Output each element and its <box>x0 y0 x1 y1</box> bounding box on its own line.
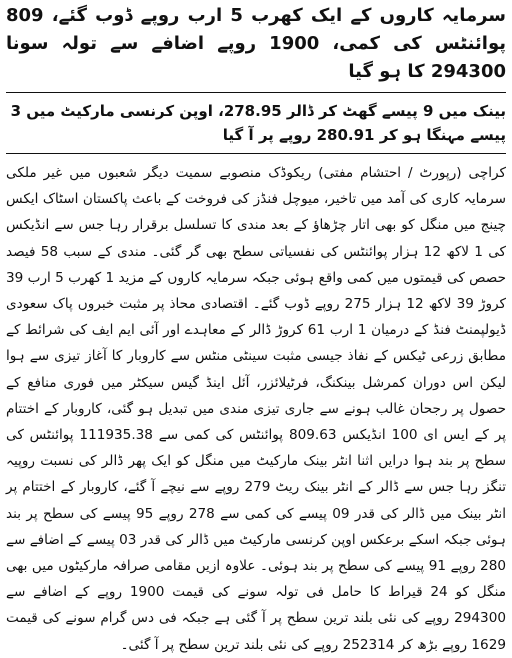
article-headline: سرمایہ کاروں کے ایک کھرب 5 ارب روپے ڈوب گئے، 809 پوائنٹس کی کمی، 1900 روپے اضافے سے تولہ سونا 294300 کا ہو گیا <box>6 5 506 82</box>
subheadline-divider <box>6 153 506 154</box>
article-subheadline: بینک میں 9 پیسے گھٹ کر ڈالر 278.95، اوپن کرنسی مارکیٹ میں 3 پیسے مہنگا ہو کر 280.91 روپے پر آ گیا <box>10 102 506 144</box>
article-body: کراچی (رپورٹ / احتشام مفتی) ریکوڈک منصوبے سمیت دیگر شعبوں میں غیر ملکی سرمایہ کاری کی آمد میں تاخیر، میوچل فنڈز کی فروخت کے باعث پاکستان اسٹاک ایکس چینج میں منگل کو بھی اتار چڑھاؤ کے بعد مندی کا تسلسل برقرار رہا جس سے انڈیکس کی 1 لاکھ 12 ہزار پوائنٹس کی نفسیاتی سطح بھی گر گئی۔ مندی کے سبب 58 فیصد حصص کی قیمتوں میں کمی واقع ہوئی جبکہ سرمایہ کاروں کے مزید 1 کھرب 5 ارب 39 کروڑ 39 لاکھ 12 ہزار 275 روپے ڈوب گئے۔ اقتصادی محاذ پر مثبت خبروں پاک سعودی ڈیولپمنٹ فنڈ کے درمیان 1 ارب 61 کروڑ ڈالر کے معاہدے اور آئی ایم ایف کی شرائط کے مطابق زرعی ٹیکس کے نفاذ جیسی مثبت سینٹی منٹس سے کاروبار کا آغاز تیزی سے ہوا لیکن اس دوران کمرشل بینکنگ، فرٹیلائزر، آئل اینڈ گیس سیکٹر میں فوری منافع کے حصول پر رجحان غالب ہونے سے جاری تیزی مندی میں تبدیل ہو گئی، کاروبار کے اختتام پر کے ایس ای 100 انڈیکس 809.63 پوائنٹس کی کمی سے 111935.38 پوائنٹس کی سطح پر بند ہوا درایں اثنا انٹر بینک مارکیٹ میں منگل کو ایک پھر ڈالر کی نسبت روپیہ تنگز رہا جس سے ڈالر کے انٹر بینک ریٹ 279 روپے سے نیچے آ گئے، کاروبار کے اختتام پر انٹر بینک میں ڈالر کی قدر 09 پیسے کی کمی سے 278 روپے 95 پیسے کی سطح پر بند ہوئی جبکہ اسکے برعکس اوپن کرنسی مارکیٹ میں ڈالر کی قدر 03 پیسے کے اضافے سے 280 روپے 91 پیسے کی سطح پر بند ہوئی۔ علاوہ ازیں مقامی صرافہ مارکیٹوں میں بھی منگل کو 24 قیراط کا حامل فی تولہ سونے کی قیمت 1900 روپے کے اضافے سے 294300 روپے کی نئی بلند ترین سطح پر آ گئی ہے جبکہ فی دس گرام سونے کی قیمت 1629 روپے بڑھ کر 252314 روپے کی نئی بلند ترین سطح پر آ گئی۔ <box>6 165 507 653</box>
headline-divider <box>6 92 506 93</box>
